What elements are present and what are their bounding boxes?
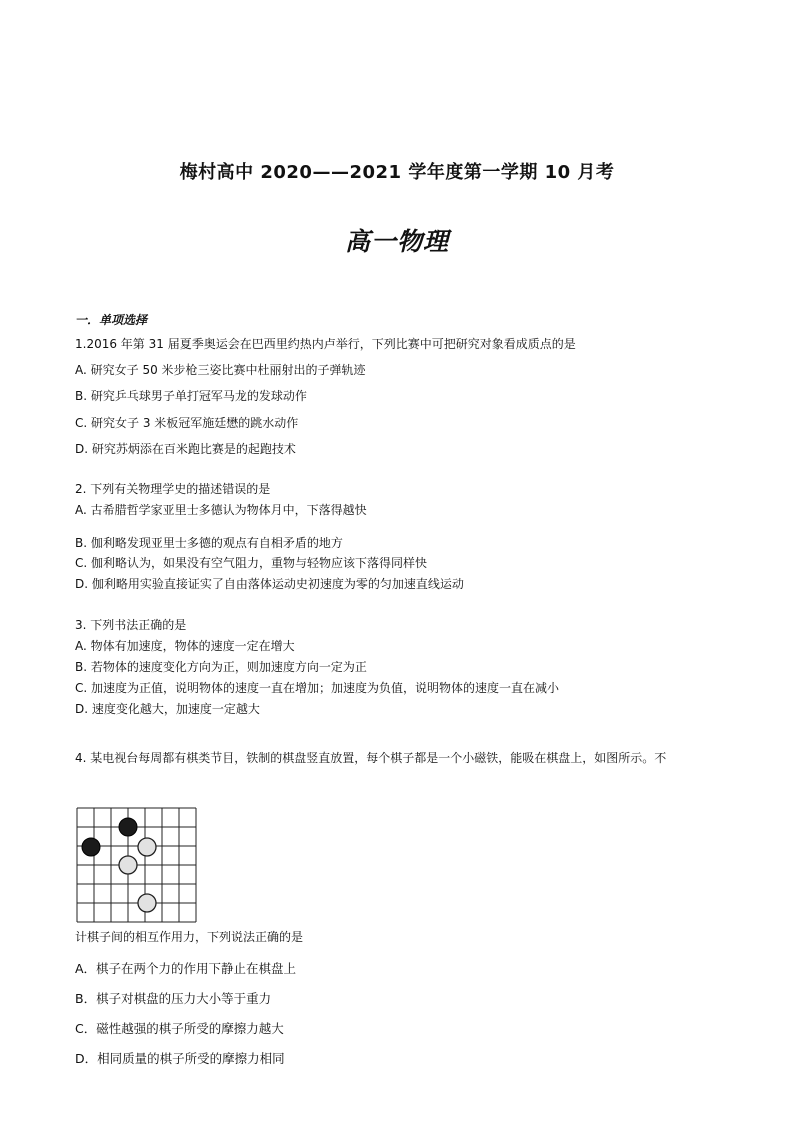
section-heading: 一．单项选择 (75, 313, 148, 327)
exam-title: 梅村高中 2020——2021 学年度第一学期 10 月考 (179, 162, 615, 183)
q4-option-a: A．棋子在两个力的作用下静止在棋盘上 (75, 961, 297, 976)
exam-subject: 高一物理 (344, 227, 449, 256)
q1-stem: 1.2016 年第 31 届夏季奥运会在巴西里约热内卢举行，下列比赛中可把研究对象看成质点的是 (75, 337, 576, 351)
q4-stem-continued: 计棋子间的相互作用力，下列说法正确的是 (75, 930, 304, 944)
q2-option-b: B. 伽利略发现亚里士多德的观点有自相矛盾的地方 (75, 536, 343, 550)
q3-option-d: D. 速度变化越大，加速度一定越大 (75, 702, 260, 716)
q1-option-a: A. 研究女子 50 米步枪三姿比赛中杜丽射出的子弹轨迹 (75, 363, 366, 377)
q4-option-d: D．相同质量的棋子所受的摩擦力相同 (75, 1051, 285, 1066)
q3-stem: 3. 下列书法正确的是 (75, 618, 187, 632)
q1-option-d: D. 研究苏炳添在百米跑比赛是的起跑技术 (75, 442, 296, 456)
q4-stem: 4. 某电视台每周都有棋类节目，铁制的棋盘竖直放置，每个棋子都是一个小磁铁，能吸在棋盘上，如图所示。不 (75, 751, 667, 765)
q3-option-c: C. 加速度为正值，说明物体的速度一直在增加；加速度为负值，说明物体的速度一直在减小 (75, 681, 560, 695)
q3-option-b: B. 若物体的速度变化方向为正，则加速度方向一定为正 (75, 660, 367, 674)
q2-option-a: A. 古希腊哲学家亚里士多德认为物体月中，下落得越快 (75, 503, 367, 517)
q1-option-b: B. 研究乒乓球男子单打冠军马龙的发球动作 (75, 389, 307, 403)
black-stone (119, 818, 137, 836)
black-stone (82, 838, 100, 856)
q3-option-a: A. 物体有加速度，物体的速度一定在增大 (75, 639, 295, 653)
q2-option-c: C. 伽利略认为，如果没有空气阻力，重物与轻物应该下落得同样快 (75, 556, 428, 570)
q1-option-c: C. 研究女子 3 米板冠军施廷懋的跳水动作 (75, 416, 299, 430)
q2-stem: 2. 下列有关物理学史的描述错误的是 (75, 482, 271, 496)
white-stone (138, 894, 156, 912)
q2-option-d: D. 伽利略用实验直接证实了自由落体运动史初速度为零的匀加速直线运动 (75, 577, 464, 591)
q4-option-c: C．磁性越强的棋子所受的摩擦力越大 (75, 1021, 284, 1036)
chessboard-figure (76, 806, 198, 924)
q4-option-b: B．棋子对棋盘的压力大小等于重力 (75, 991, 272, 1006)
white-stone (138, 838, 156, 856)
white-stone (119, 856, 137, 874)
